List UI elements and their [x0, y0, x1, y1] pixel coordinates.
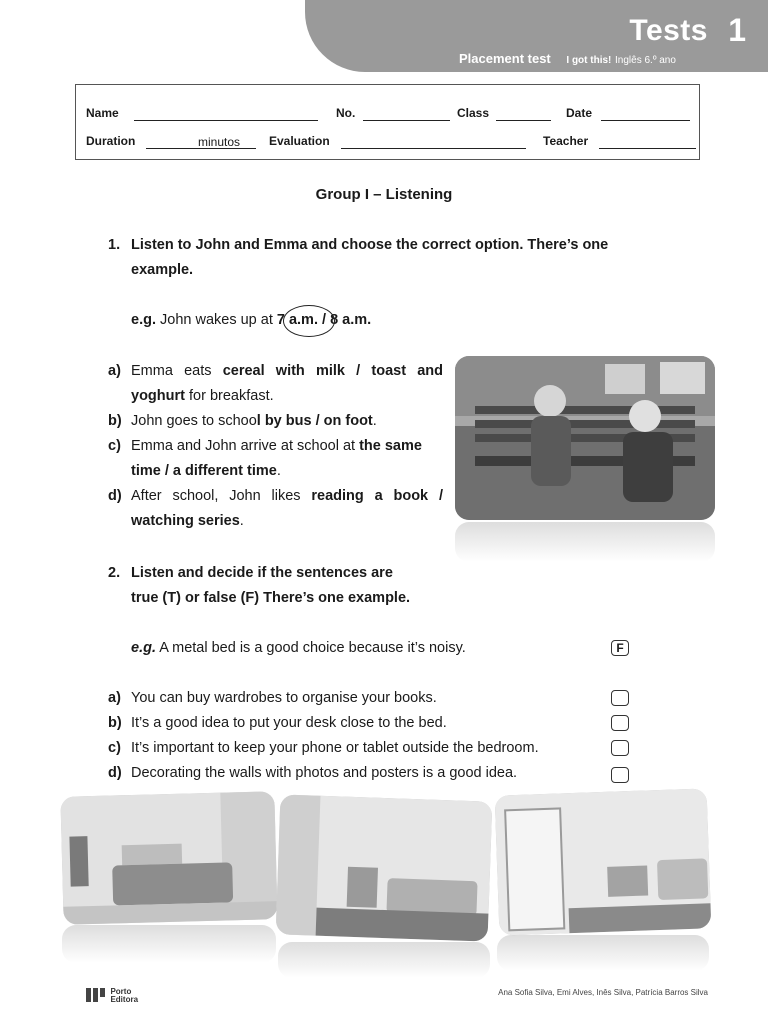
- q1-item-d-options2: watching series: [131, 513, 240, 529]
- q1-item-c-text: Emma and John arrive at school at: [131, 438, 356, 454]
- duration-label: Duration: [86, 134, 136, 148]
- number-label: No.: [336, 106, 356, 120]
- tests-title: Tests: [629, 14, 708, 47]
- name-field[interactable]: [134, 120, 318, 121]
- logo-line2: Editora: [110, 995, 139, 1004]
- q2-item-a-checkbox[interactable]: [611, 690, 629, 706]
- question-2-number: 2.: [108, 565, 121, 581]
- q2-item-c-letter: c): [108, 740, 121, 756]
- q1-item-b-text: John goes to schoo: [131, 413, 257, 429]
- evaluation-field[interactable]: [341, 148, 526, 149]
- q2-example-text: A metal bed is a good choice because it’s noisy.: [159, 640, 466, 656]
- brand-name: I got this!: [566, 55, 612, 66]
- q1-item-c-end: .: [276, 463, 281, 479]
- bedroom-photo-3: [495, 788, 712, 935]
- q2-item-c-text: It’s important to keep your phone or tablet outside the bedroom.: [131, 740, 539, 756]
- bedroom-photo-1-reflection: [62, 925, 276, 963]
- q1-item-d-line2: [131, 509, 244, 534]
- q1-item-a-line1: [131, 359, 443, 384]
- q1-item-c-options2: time / a different time: [131, 463, 277, 479]
- q1-item-b: [131, 409, 377, 434]
- q2-item-a-letter: a): [108, 690, 121, 706]
- q1-example-prefix: e.g.: [131, 312, 156, 328]
- q1-item-a-line2: [131, 384, 274, 409]
- question-2-prompt-line1: Listen and decide if the sentences are: [131, 565, 393, 581]
- logo-line1: Porto: [110, 987, 132, 996]
- course-name: Inglês 6.º ano: [615, 55, 676, 66]
- porto-editora-logo: [86, 988, 138, 1006]
- children-bench-image: [455, 356, 715, 520]
- question-1-prompt: Listen to John and Emma and choose the correct option. There’s one example.: [131, 237, 609, 278]
- q1-item-b-options: l by bus / on foot: [256, 413, 373, 429]
- question-2-prompt-line2: true (T) or false (F) There’s one example.: [131, 590, 411, 606]
- example-answer-circle: [283, 305, 335, 337]
- q2-item-d-letter: d): [108, 765, 122, 781]
- q1-item-d-text: After school, John likes: [131, 488, 301, 504]
- children-bench-photo: [455, 356, 715, 520]
- q2-item-a-text: You can buy wardrobes to organise your books.: [131, 690, 437, 706]
- q1-item-d-options1: reading a book /: [311, 488, 443, 504]
- class-label: Class: [457, 106, 490, 120]
- q1-item-a-text2: for breakfast.: [189, 388, 274, 404]
- q1-item-d-letter: d): [108, 488, 122, 504]
- q1-example-sep: /: [322, 312, 327, 328]
- student-info-box: [75, 84, 700, 160]
- children-photo-reflection: [455, 522, 715, 562]
- bedroom-photo-1: [60, 791, 277, 925]
- question-1: [0, 233, 768, 293]
- q1-item-d-end: .: [239, 513, 244, 529]
- q2-item-b-text: It’s a good idea to put your desk close to the bed.: [131, 715, 447, 731]
- teacher-label: Teacher: [543, 134, 589, 148]
- q1-item-c-line1: [131, 434, 422, 459]
- q1-item-c-options1: the same: [359, 438, 422, 454]
- date-label: Date: [566, 106, 593, 120]
- class-field[interactable]: [496, 120, 551, 121]
- bedroom-image-2: [276, 794, 493, 941]
- evaluation-label: Evaluation: [269, 134, 330, 148]
- q1-example-option-b: 8 a.m.: [330, 312, 372, 328]
- q1-example: [131, 308, 371, 333]
- question-1-number: 1.: [108, 237, 121, 253]
- bedroom-photo-3-reflection: [497, 935, 709, 971]
- test-name: Placement test: [459, 51, 551, 66]
- q2-example: [131, 636, 466, 661]
- bedroom-image-1: [60, 791, 277, 925]
- bedroom-image-3: [495, 788, 712, 935]
- q2-item-d-checkbox[interactable]: [611, 767, 629, 783]
- info-row-2: [76, 134, 699, 154]
- duration-value: minutos: [198, 135, 241, 149]
- authors: Ana Sofia Silva, Emi Alves, Inês Silva, Patrícia Barros Silva: [498, 988, 708, 997]
- porto-editora-logo-icon: [86, 988, 106, 1002]
- q2-example-answer-box: F: [611, 640, 629, 656]
- q1-example-option-a: 7 a.m.: [276, 312, 318, 328]
- q1-example-text: John wakes up at: [160, 312, 273, 328]
- header-subtitle: [459, 51, 676, 66]
- q1-item-d-line1: [131, 484, 443, 509]
- name-label: Name: [86, 106, 119, 120]
- q1-item-b-end: .: [372, 413, 377, 429]
- q2-item-b-letter: b): [108, 715, 122, 731]
- q2-item-b-checkbox[interactable]: [611, 715, 629, 731]
- info-row-1: [76, 106, 699, 126]
- bedroom-photo-2-reflection: [278, 942, 490, 978]
- q1-item-c-line2: [131, 459, 281, 484]
- group-title: Group I – Listening: [315, 186, 453, 203]
- date-field[interactable]: [601, 120, 690, 121]
- q1-item-a-options1: cereal with milk / toast and: [222, 363, 443, 379]
- q1-item-c-letter: c): [108, 438, 121, 454]
- q1-item-a-letter: a): [108, 363, 121, 379]
- q1-item-b-letter: b): [108, 413, 122, 429]
- q2-item-d-text: Decorating the walls with photos and posters is a good idea.: [131, 765, 518, 781]
- bedroom-photo-2: [276, 794, 493, 941]
- q1-item-a-options2: yoghurt: [131, 388, 185, 404]
- teacher-field[interactable]: [599, 148, 696, 149]
- number-field[interactable]: [363, 120, 450, 121]
- q2-example-prefix: e.g.: [131, 640, 156, 656]
- q1-item-a-text1: Emma eats: [131, 363, 212, 379]
- tests-number: 1: [728, 12, 746, 48]
- q2-item-c-checkbox[interactable]: [611, 740, 629, 756]
